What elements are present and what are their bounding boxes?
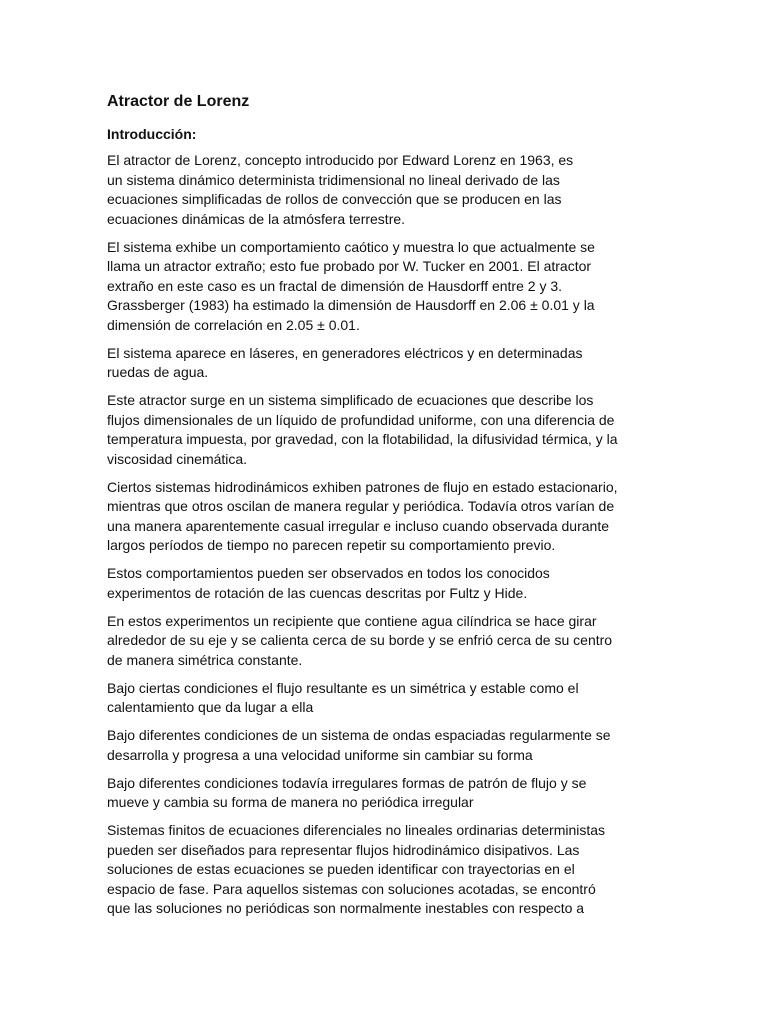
- paragraph-line: un sistema dinámico determinista tridimensional no lineal derivado de las: [107, 171, 560, 188]
- paragraph-line: dimensión de correlación en 2.05 ± 0.01.: [107, 316, 360, 333]
- paragraph-line: ruedas de agua.: [107, 364, 209, 380]
- paragraph-line: llama un atractor extraño; esto fue probado por W. Tucker en 2001. El atractor: [107, 258, 592, 274]
- paragraph-line: mientras que otros oscilan de manera regular y periódica. Todavía otros varían de: [107, 498, 615, 514]
- paragraph-line: pueden ser diseñados para representar flujos hidrodinámico disipativos. Las: [107, 841, 580, 858]
- paragraph: [107, 478, 667, 556]
- paragraph-line: Este atractor surge en un sistema simplificado de ecuaciones que describe los: [107, 392, 594, 408]
- paragraph-line: una manera aparentemente casual irregular e incluso cuando observada durante: [107, 517, 609, 534]
- paragraph-line: Grassberger (1983) ha estimado la dimensión de Hausdorff en 2.06 ± 0.01 y la: [107, 297, 595, 313]
- paragraph-line: El atractor de Lorenz, concepto introducido por Edward Lorenz en 1963, es: [107, 152, 574, 168]
- paragraph-line: Ciertos sistemas hidrodinámicos exhiben patrones de flujo en estado estacionario,: [107, 478, 618, 495]
- paragraph-line: El sistema exhibe un comportamiento caótico y muestra lo que actualmente se: [107, 238, 595, 255]
- paragraph-line: flujos dimensionales de un líquido de profundidad uniforme, con una diferencia de: [107, 411, 615, 428]
- paragraph-line: Bajo diferentes condiciones todavía irregulares formas de patrón de flujo y se: [107, 774, 587, 791]
- paragraph-line: El sistema aparece en láseres, en generadores eléctricos y en determinadas: [107, 344, 583, 361]
- paragraph: [107, 821, 667, 919]
- paragraph-line: espacio de fase. Para aquellos sistemas con soluciones acotadas, se encontró: [107, 880, 596, 897]
- paragraph: [107, 564, 667, 603]
- paragraph: [107, 774, 667, 813]
- document-page: [107, 92, 667, 927]
- paragraph-line: experimentos de rotación de las cuencas descritas por Fultz y Hide.: [107, 584, 528, 601]
- paragraph-line: temperatura impuesta, por gravedad, con la flotabilidad, la difusividad térmica, y la: [107, 431, 618, 447]
- document-body: [107, 151, 667, 919]
- paragraph-line: Estos comportamientos pueden ser observados en todos los conocidos: [107, 565, 550, 581]
- paragraph-line: mueve y cambia su forma de manera no periódica irregular: [107, 794, 474, 810]
- paragraph-line: Bajo ciertas condiciones el flujo resultante es un simétrica y estable como el: [107, 679, 579, 696]
- section-heading-introduccion: Introducción:: [107, 126, 197, 142]
- paragraph-line: ecuaciones dinámicas de la atmósfera terrestre.: [107, 210, 406, 227]
- paragraph-line: desarrolla y progresa a una velocidad uniforme sin cambiar su forma: [107, 746, 533, 763]
- paragraph: [107, 726, 667, 765]
- paragraph-line: En estos experimentos un recipiente que contiene agua cilíndrica se hace girar: [107, 612, 597, 629]
- paragraph-line: calentamiento que da lugar a ella: [107, 699, 314, 715]
- paragraph-line: largos períodos de tiempo no parecen repetir su comportamiento previo.: [107, 537, 556, 553]
- paragraph: [107, 238, 667, 336]
- paragraph: [107, 344, 667, 383]
- paragraph-line: que las soluciones no periódicas son normalmente inestables con respecto a: [107, 900, 585, 916]
- paragraph-line: Bajo diferentes condiciones de un sistema de ondas espaciadas regularmente se: [107, 727, 611, 743]
- paragraph: [107, 151, 667, 229]
- paragraph: [107, 612, 667, 671]
- paragraph-line: alrededor de su eje y se calienta cerca de su borde y se enfrió cerca de su centro: [107, 632, 613, 648]
- paragraph-line: viscosidad cinemática.: [107, 450, 248, 467]
- paragraph-line: soluciones de estas ecuaciones se pueden identificar con trayectorias en el: [107, 861, 575, 877]
- paragraph-line: extraño en este caso es un fractal de dimensión de Hausdorff entre 2 y 3.: [107, 277, 563, 294]
- paragraph-line: Sistemas finitos de ecuaciones diferenciales no lineales ordinarias deterministas: [107, 822, 606, 838]
- paragraph-line: de manera simétrica constante.: [107, 651, 303, 668]
- document-title: Atractor de Lorenz: [107, 93, 250, 110]
- paragraph-line: ecuaciones simplificadas de rollos de convección que se producen en las: [107, 191, 562, 207]
- paragraph: [107, 391, 667, 469]
- paragraph: [107, 679, 667, 718]
